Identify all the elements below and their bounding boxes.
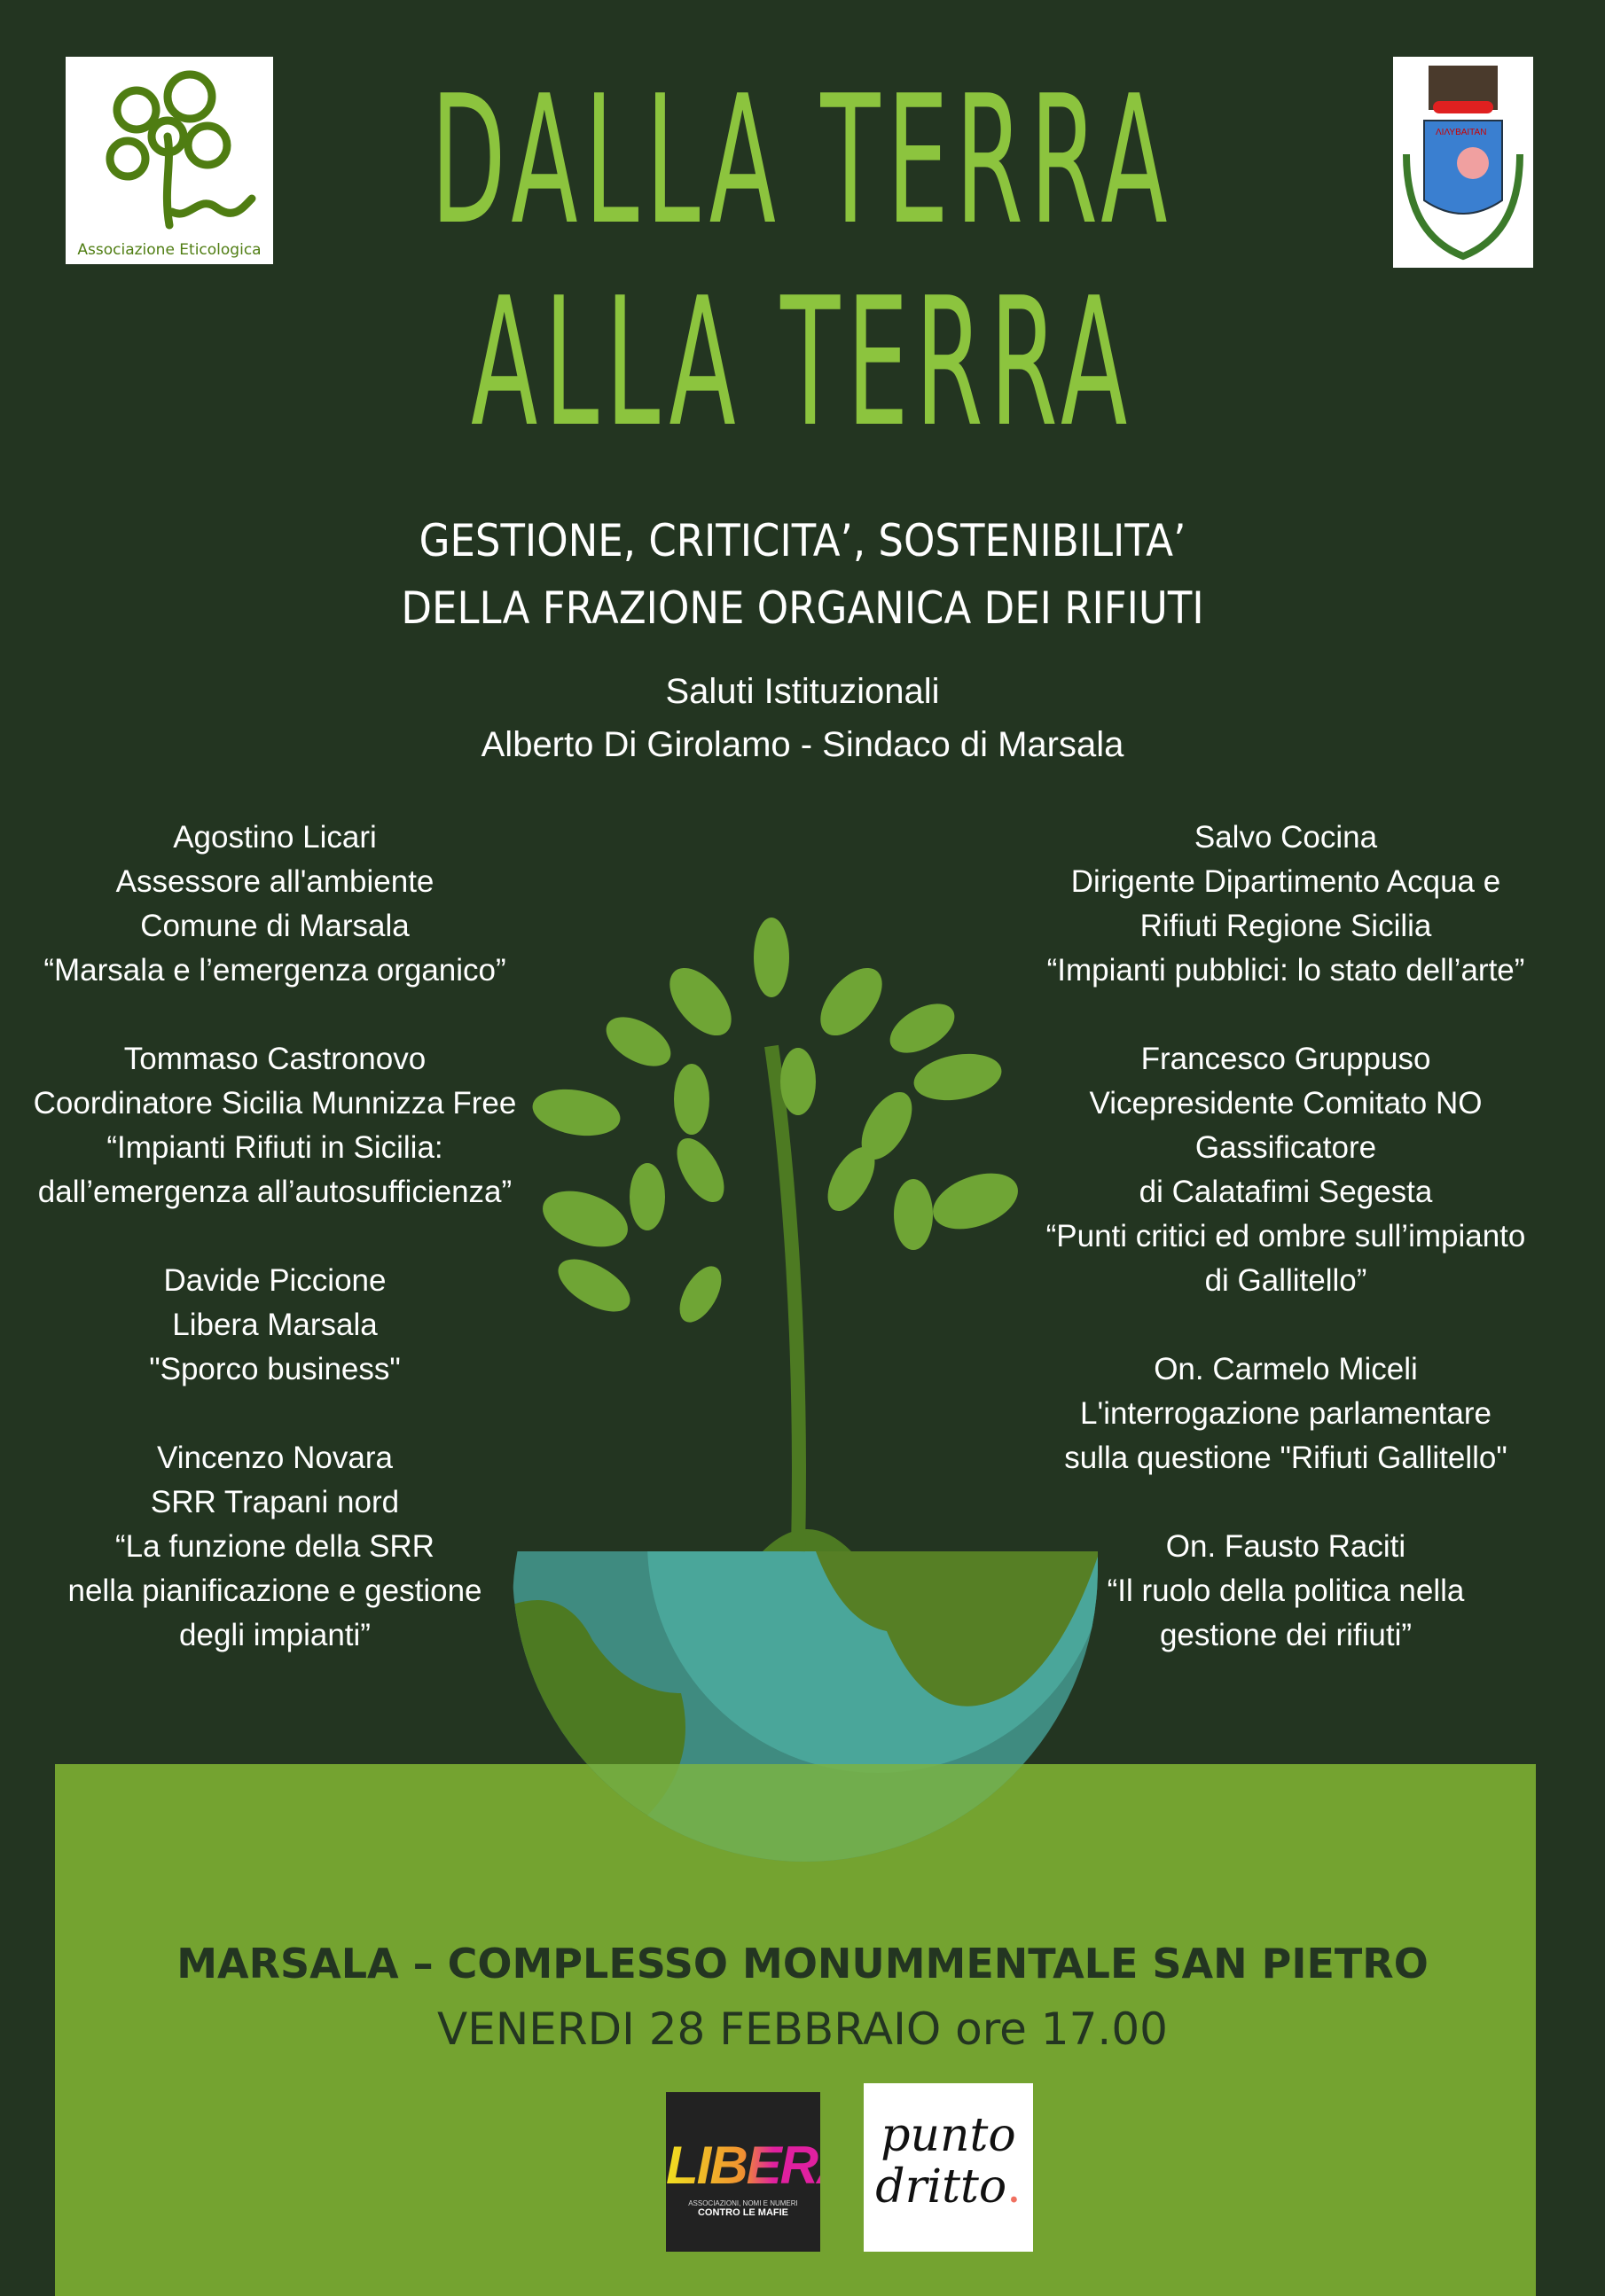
- libera-tagline: ASSOCIAZIONI, NOMI E NUMERI: [688, 2199, 798, 2207]
- greetings-mayor: Alberto Di Girolamo - Sindaco di Marsala: [481, 725, 1124, 764]
- speaker-line: Salvo Cocina: [1194, 820, 1378, 855]
- punto-word: punto: [881, 2109, 1016, 2162]
- libera-logo: [666, 2092, 854, 2252]
- speaker-line: “Il ruolo della politica nella: [1107, 1574, 1465, 1608]
- speaker-block: [0, 1259, 550, 1392]
- speaker-line: dall’emergenza all’autosufficienza”: [37, 1175, 513, 1209]
- speaker-block: [1011, 816, 1561, 993]
- speaker-line: nella pianificazione e gestione: [67, 1574, 482, 1608]
- speaker-line: On. Carmelo Miceli: [1154, 1352, 1418, 1386]
- speaker-line: Assessore all'ambiente: [115, 864, 435, 899]
- speaker-line: gestione dei rifiuti”: [1159, 1618, 1413, 1652]
- coat-of-arms-motto: ΛΙΛΥΒΑΙΤΑΝ: [1436, 128, 1487, 137]
- speaker-line: On. Fausto Raciti: [1165, 1529, 1406, 1564]
- speaker-line: Tommaso Castronovo: [123, 1042, 427, 1076]
- speaker-block: [1011, 1037, 1561, 1303]
- speaker-line: Rifiuti Regione Sicilia: [1139, 909, 1432, 943]
- speaker-line: di Calatafimi Segesta: [1139, 1175, 1433, 1209]
- speaker-line: di Gallitello”: [1204, 1263, 1367, 1298]
- title-line-2: ALLA TERRA: [471, 260, 1134, 466]
- speaker-line: Coordinatore Sicilia Munnizza Free: [33, 1086, 517, 1121]
- speaker-line: “Impianti Rifiuti in Sicilia:: [106, 1130, 443, 1165]
- speaker-block: [1011, 1347, 1561, 1480]
- speaker-line: sulla questione "Rifiuti Gallitello": [1064, 1441, 1507, 1475]
- libera-tagline-2: CONTRO LE MAFIE: [697, 2207, 789, 2218]
- logo-caption: Associazione Eticologica: [77, 241, 262, 259]
- speaker-line: Davide Piccione: [163, 1263, 387, 1298]
- speaker-line: Libera Marsala: [172, 1308, 378, 1342]
- greetings-heading: Saluti Istituzionali: [665, 672, 940, 711]
- speaker-block: [0, 1037, 550, 1214]
- speaker-line: Francesco Gruppuso: [1140, 1042, 1431, 1076]
- speaker-line: Comune di Marsala: [140, 909, 410, 943]
- speaker-line: Vincenzo Novara: [157, 1441, 393, 1475]
- right-speakers: [1011, 816, 1561, 1702]
- left-speakers: [0, 816, 550, 1702]
- marsala-coat-of-arms: [1393, 57, 1533, 268]
- speaker-line: SRR Trapani nord: [150, 1485, 400, 1519]
- associazione-eticologica-logo: [66, 57, 273, 264]
- venue-date: VENERDI 28 FEBBRAIO ore 17.00: [437, 2003, 1168, 2055]
- speaker-line: "Sporco business": [149, 1352, 401, 1386]
- speaker-block: [1011, 1525, 1561, 1658]
- libera-wordmark: LIBERA: [666, 2136, 854, 2195]
- speaker-line: L'interrogazione parlamentare: [1080, 1396, 1491, 1431]
- speaker-line: Vicepresidente Comitato NO Gassificatore: [1089, 1086, 1483, 1165]
- subtitle-line-1: GESTIONE, CRITICITA’, SOSTENIBILITA’: [419, 515, 1186, 566]
- speaker-line: “Marsala e l’emergenza organico”: [43, 953, 506, 988]
- speaker-line: degli impianti”: [179, 1618, 371, 1652]
- title-line-1: DALLA TERRA: [430, 58, 1175, 264]
- speaker-line: Agostino Licari: [173, 820, 377, 855]
- speaker-block: [0, 1436, 550, 1658]
- speaker-line: Dirigente Dipartimento Acqua e: [1070, 864, 1501, 899]
- speaker-line: “La funzione della SRR: [115, 1529, 435, 1564]
- speaker-block: [0, 816, 550, 993]
- speaker-line: “Impianti pubblici: lo stato dell’arte”: [1046, 953, 1525, 988]
- venue-place: MARSALA – COMPLESSO MONUMMENTALE SAN PIETRO: [176, 1940, 1429, 1988]
- dritto-word: dritto: [875, 2160, 1007, 2214]
- punto-dritto-logo: punto dritto.: [864, 2083, 1033, 2252]
- subtitle-line-2: DELLA FRAZIONE ORGANICA DEI RIFIUTI: [401, 582, 1204, 634]
- speaker-line: “Punti critici ed ombre sull’impianto: [1045, 1219, 1526, 1253]
- tree-logo-icon: [66, 57, 273, 234]
- coat-of-arms-icon: [1393, 57, 1533, 268]
